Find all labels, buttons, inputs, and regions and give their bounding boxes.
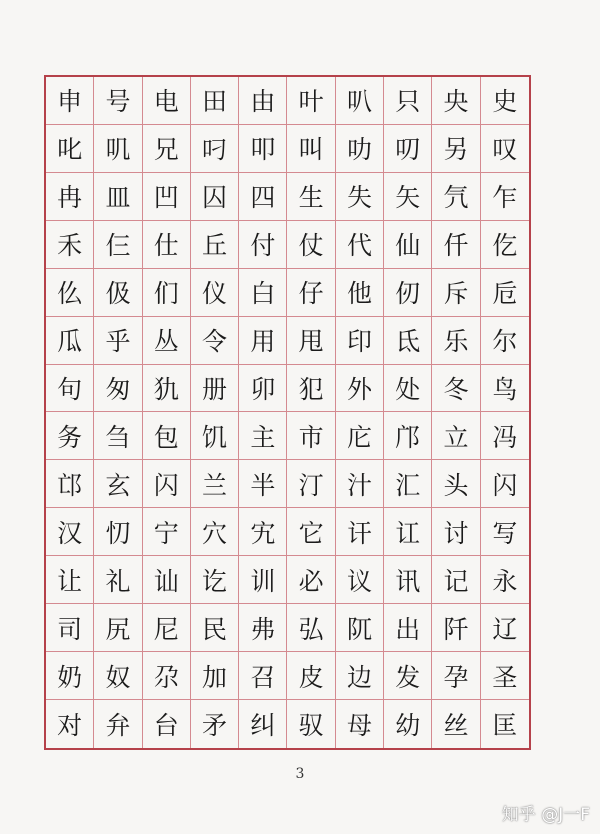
grid-cell: 阡 xyxy=(432,604,480,652)
grid-cell: 仞 xyxy=(384,269,432,317)
grid-cell: 叼 xyxy=(191,125,239,173)
grid-cell: 印 xyxy=(336,317,384,365)
grid-cell: 叱 xyxy=(46,125,94,173)
grid-cell: 对 xyxy=(46,700,94,748)
grid-cell: 包 xyxy=(143,412,191,460)
grid-cell: 邝 xyxy=(384,412,432,460)
grid-cell: 冬 xyxy=(432,365,480,413)
grid-cell: 边 xyxy=(336,652,384,700)
grid-cell: 伋 xyxy=(94,269,142,317)
grid-cell: 白 xyxy=(239,269,287,317)
grid-cell: 台 xyxy=(143,700,191,748)
grid-cell: 立 xyxy=(432,412,480,460)
grid-cell: 叨 xyxy=(384,125,432,173)
grid-cell: 出 xyxy=(384,604,432,652)
grid-cell: 匆 xyxy=(94,365,142,413)
grid-cell: 皮 xyxy=(287,652,335,700)
grid-cell: 皿 xyxy=(94,173,142,221)
grid-cell: 卯 xyxy=(239,365,287,413)
grid-cell: 阢 xyxy=(336,604,384,652)
grid-cell: 必 xyxy=(287,556,335,604)
grid-cell: 生 xyxy=(287,173,335,221)
grid-cell: 只 xyxy=(384,77,432,125)
grid-cell: 句 xyxy=(46,365,94,413)
grid-cell: 训 xyxy=(239,556,287,604)
grid-cell: 禾 xyxy=(46,221,94,269)
grid-cell: 闪 xyxy=(481,460,529,508)
grid-cell: 记 xyxy=(432,556,480,604)
grid-cell: 尕 xyxy=(143,652,191,700)
grid-cell: 仟 xyxy=(432,221,480,269)
grid-cell: 叩 xyxy=(239,125,287,173)
grid-cell: 圣 xyxy=(481,652,529,700)
grid-cell: 仙 xyxy=(384,221,432,269)
grid-cell: 幼 xyxy=(384,700,432,748)
grid-cell: 丛 xyxy=(143,317,191,365)
grid-cell: 矢 xyxy=(384,173,432,221)
grid-cell: 主 xyxy=(239,412,287,460)
grid-cell: 邙 xyxy=(46,460,94,508)
calligraphy-grid xyxy=(44,75,531,750)
grid-cell: 仔 xyxy=(287,269,335,317)
grid-cell: 弁 xyxy=(94,700,142,748)
grid-cell: 议 xyxy=(336,556,384,604)
grid-cell: 丘 xyxy=(191,221,239,269)
grid-cell: 写 xyxy=(481,508,529,556)
grid-cell: 犯 xyxy=(287,365,335,413)
grid-cell: 庀 xyxy=(336,412,384,460)
grid-cell: 尔 xyxy=(481,317,529,365)
grid-cell: 电 xyxy=(143,77,191,125)
grid-cell: 弘 xyxy=(287,604,335,652)
grid-cell: 斥 xyxy=(432,269,480,317)
grid-cell: 奴 xyxy=(94,652,142,700)
grid-cell: 司 xyxy=(46,604,94,652)
grid-cell: 仡 xyxy=(481,221,529,269)
grid-cell: 处 xyxy=(384,365,432,413)
grid-cell: 矛 xyxy=(191,700,239,748)
grid-cell: 田 xyxy=(191,77,239,125)
grid-cell: 叻 xyxy=(336,125,384,173)
watermark: 知乎 @J一F xyxy=(501,805,590,825)
grid-cell: 四 xyxy=(239,173,287,221)
grid-cell: 犰 xyxy=(143,365,191,413)
grid-cell: 驭 xyxy=(287,700,335,748)
grid-cell: 囚 xyxy=(191,173,239,221)
grid-cell: 穴 xyxy=(191,508,239,556)
grid-cell: 氐 xyxy=(384,317,432,365)
grid-cell: 丝 xyxy=(432,700,480,748)
grid-cell: 冉 xyxy=(46,173,94,221)
grid-cell: 加 xyxy=(191,652,239,700)
grid-cell: 仨 xyxy=(94,221,142,269)
grid-cell: 仗 xyxy=(287,221,335,269)
grid-cell: 叫 xyxy=(287,125,335,173)
grid-cell: 仕 xyxy=(143,221,191,269)
grid-cell: 永 xyxy=(481,556,529,604)
grid-cell: 乐 xyxy=(432,317,480,365)
grid-cell: 令 xyxy=(191,317,239,365)
grid-cell: 仫 xyxy=(46,269,94,317)
grid-cell: 讧 xyxy=(384,508,432,556)
grid-cell: 冯 xyxy=(481,412,529,460)
grid-cell: 凹 xyxy=(143,173,191,221)
grid-cell: 史 xyxy=(481,77,529,125)
grid-cell: 册 xyxy=(191,365,239,413)
grid-cell: 头 xyxy=(432,460,480,508)
grid-cell: 讫 xyxy=(191,556,239,604)
grid-cell: 母 xyxy=(336,700,384,748)
grid-cell: 饥 xyxy=(191,412,239,460)
grid-cell: 匡 xyxy=(492,711,518,741)
grid-cell: 叹 xyxy=(481,125,529,173)
grid-cell: 乎 xyxy=(94,317,142,365)
grid-cell: 由 xyxy=(239,77,287,125)
grid-cell: 汉 xyxy=(46,508,94,556)
grid-cell: 申 xyxy=(46,77,94,125)
grid-cell: 刍 xyxy=(94,412,142,460)
grid-cell: 汁 xyxy=(336,460,384,508)
grid-cell: 忉 xyxy=(94,508,142,556)
grid-cell: 号 xyxy=(94,77,142,125)
grid-cell: 汀 xyxy=(287,460,335,508)
grid-cell: 尼 xyxy=(143,604,191,652)
grid-cell: 辽 xyxy=(481,604,529,652)
grid-cell: 另 xyxy=(432,125,480,173)
page-number: 3 xyxy=(295,766,305,782)
grid-cell: 鸟 xyxy=(481,365,529,413)
grid-cell: 们 xyxy=(143,269,191,317)
grid-cell: 兄 xyxy=(143,125,191,173)
grid-cell: 付 xyxy=(239,221,287,269)
grid-cell: 乍 xyxy=(481,173,529,221)
grid-cell: 玄 xyxy=(94,460,142,508)
grid-cell: 外 xyxy=(336,365,384,413)
grid-cell: 闪 xyxy=(143,460,191,508)
grid-cell: 央 xyxy=(432,77,480,125)
grid-cell: 仪 xyxy=(191,269,239,317)
grid-cell: 瓜 xyxy=(46,317,94,365)
grid-cell: 叽 xyxy=(94,125,142,173)
grid-cell: 孕 xyxy=(432,652,480,700)
grid-cell: 卮 xyxy=(481,269,529,317)
grid-cell: 市 xyxy=(287,412,335,460)
grid-cell: 失 xyxy=(336,173,384,221)
grid-cell: 代 xyxy=(336,221,384,269)
grid-cell: 他 xyxy=(336,269,384,317)
grid-cell: 讦 xyxy=(336,508,384,556)
grid-cell: 让 xyxy=(46,556,94,604)
grid-cell: 奶 xyxy=(46,652,94,700)
grid-cell: 礼 xyxy=(94,556,142,604)
grid-cell: 宁 xyxy=(143,508,191,556)
grid-cell: 尻 xyxy=(94,604,142,652)
grid-cell: 民 xyxy=(191,604,239,652)
grid-cell: 兰 xyxy=(191,460,239,508)
grid-cell: 讨 xyxy=(432,508,480,556)
grid-cell: 务 xyxy=(46,412,94,460)
grid-cell: 汇 xyxy=(384,460,432,508)
grid-cell: 讪 xyxy=(143,556,191,604)
grid-cell: 半 xyxy=(239,460,287,508)
grid-cell: 甩 xyxy=(287,317,335,365)
grid-cell: 用 xyxy=(239,317,287,365)
grid-cell: 弗 xyxy=(239,604,287,652)
grid-cell: 发 xyxy=(384,652,432,700)
grid-cell: 叭 xyxy=(336,77,384,125)
grid-cell: 讯 xyxy=(384,556,432,604)
grid-cell: 宄 xyxy=(239,508,287,556)
grid-cell: 纠 xyxy=(239,700,287,748)
grid-cell: 它 xyxy=(287,508,335,556)
grid-cell: 叶 xyxy=(287,77,335,125)
grid-cell: 召 xyxy=(239,652,287,700)
grid-cell: 氕 xyxy=(432,173,480,221)
